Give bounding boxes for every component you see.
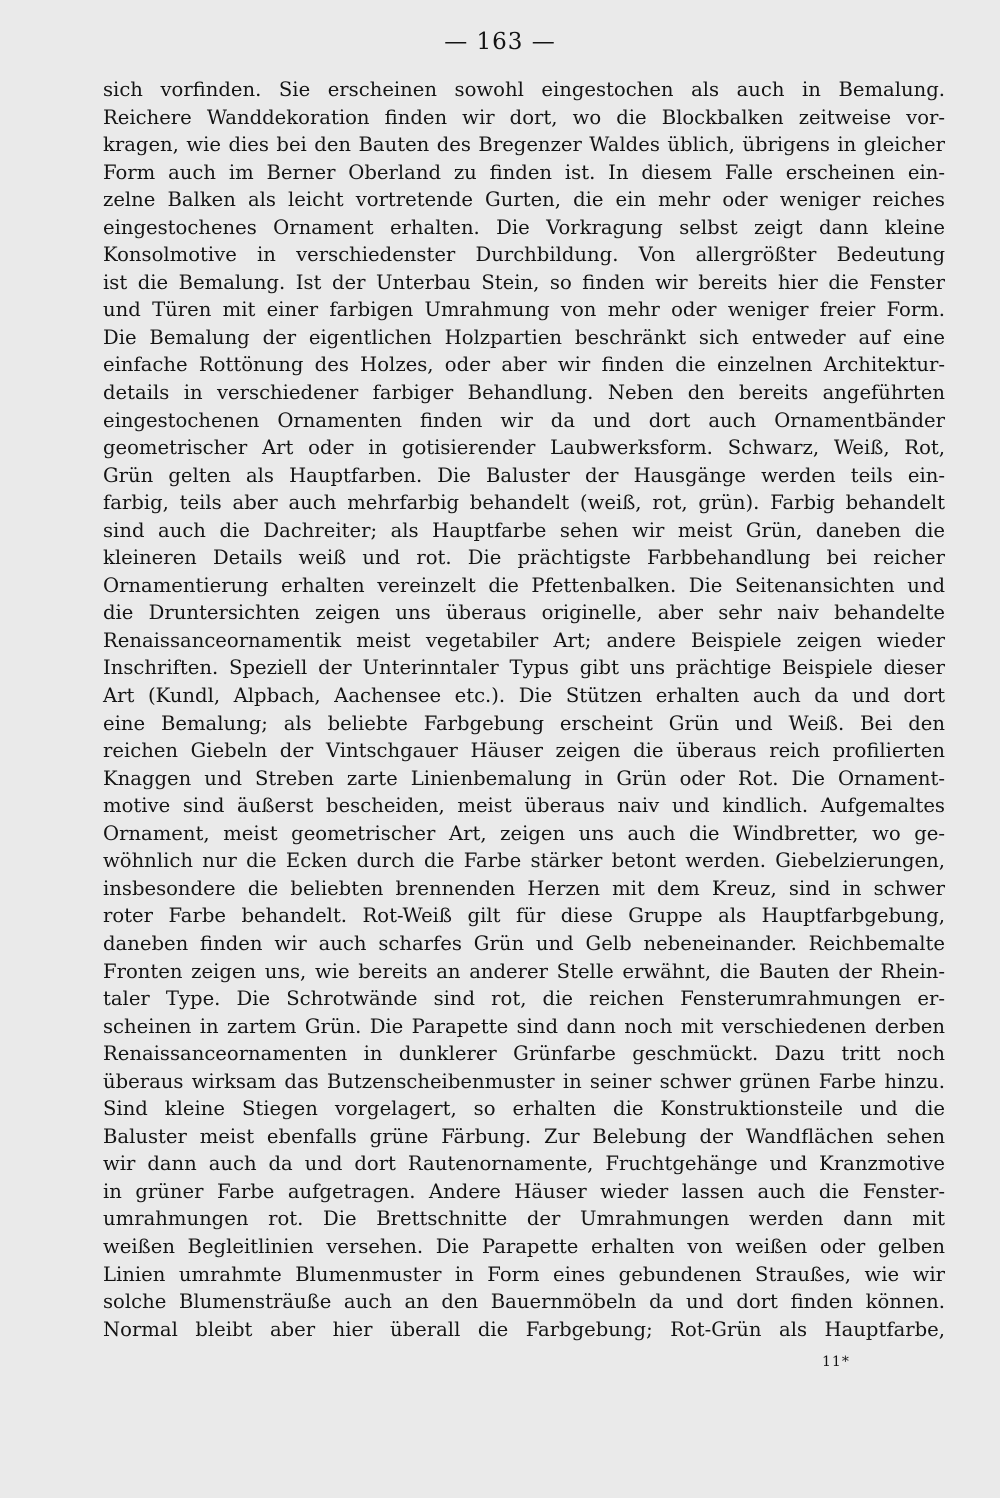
text-line: Die Bemalung der eigentlichen Holzpartien beschränkt sich entweder auf eine: [103, 325, 945, 349]
text-line: ist die Bemalung. Ist der Unterbau Stein, so finden wir bereits hier die Fenster: [103, 270, 945, 294]
text-line: eingestochenes Ornament erhalten. Die Vorkragung selbst zeigt dann kleine: [103, 215, 945, 239]
text-line: farbig, teils aber auch mehrfarbig behandelt (weiß, rot, grün). Farbig behandelt: [103, 491, 945, 515]
text-line: Reichere Wanddekoration finden wir dort, wo die Blockbalken zeitweise vor-: [103, 105, 945, 129]
text-line: Ornament, meist geometrischer Art, zeigen uns auch die Windbretter, wo ge-: [103, 821, 945, 845]
text-line: Ornamentierung erhalten vereinzelt die Pfettenbalken. Die Seitenansichten und: [103, 573, 945, 597]
text-line: und Türen mit einer farbigen Umrahmung von mehr oder weniger freier Form.: [103, 298, 945, 322]
signature-mark: 11*: [822, 1354, 850, 1370]
text-line: details in verschiedener farbiger Behandlung. Neben den bereits angeführten: [103, 381, 945, 405]
text-line: daneben finden wir auch scharfes Grün und Gelb nebeneinander. Reichbemalte: [103, 931, 945, 955]
text-line: scheinen in zartem Grün. Die Parapette sind dann noch mit verschiedenen derben: [103, 1014, 945, 1038]
text-line: Normal bleibt aber hier überall die Farbgebung; Rot-Grün als Hauptfarbe,: [103, 1317, 945, 1341]
text-line: Baluster meist ebenfalls grüne Färbung. Zur Belebung der Wandflächen sehen: [103, 1124, 945, 1148]
text-line: Inschriften. Speziell der Unterinntaler Typus gibt uns prächtige Beispiele dieser: [103, 656, 945, 680]
text-line: eingestochenen Ornamenten finden wir da und dort auch Ornamentbänder: [103, 408, 945, 432]
text-line: Konsolmotive in verschiedenster Durchbildung. Von allergrößter Bedeutung: [103, 243, 945, 267]
text-line: Grün gelten als Hauptfarben. Die Baluster der Hausgänge werden teils ein-: [103, 463, 945, 487]
text-line: eine Bemalung; als beliebte Farbgebung erscheint Grün und Weiß. Bei den: [103, 711, 945, 735]
text-line: Art (Kundl, Alpbach, Aachensee etc.). Die Stützen erhalten auch da und dort: [103, 684, 945, 708]
text-line: Renaissanceornamentik meist vegetabiler Art; andere Beispiele zeigen wieder: [103, 628, 945, 652]
text-line: wöhnlich nur die Ecken durch die Farbe stärker betont werden. Giebelzierungen,: [103, 849, 945, 873]
text-line: Renaissanceornamenten in dunklerer Grünfarbe geschmückt. Dazu tritt noch: [103, 1042, 945, 1066]
text-line: Knaggen und Streben zarte Linienbemalung in Grün oder Rot. Die Ornament-: [103, 766, 945, 790]
text-line: motive sind äußerst bescheiden, meist überaus naiv und kindlich. Aufgemaltes: [103, 794, 945, 818]
text-line: kragen, wie dies bei den Bauten des Bregenzer Waldes üblich, übrigens in gleicher: [103, 133, 945, 157]
body-text: [103, 76, 945, 1343]
text-line: taler Type. Die Schrotwände sind rot, die reichen Fensterumrahmungen er-: [103, 987, 945, 1011]
text-line: insbesondere die beliebten brennenden Herzen mit dem Kreuz, sind in schwer: [103, 876, 945, 900]
text-line: in grüner Farbe aufgetragen. Andere Häuser wieder lassen auch die Fenster-: [103, 1179, 945, 1203]
text-line: kleineren Details weiß und rot. Die prächtigste Farbbehandlung bei reicher: [103, 546, 945, 570]
text-line: zelne Balken als leicht vortretende Gurten, die ein mehr oder weniger reiches: [103, 188, 945, 212]
text-line: die Druntersichten zeigen uns überaus originelle, aber sehr naiv behandelte: [103, 601, 945, 625]
text-line: reichen Giebeln der Vintschgauer Häuser zeigen die überaus reich profilierten: [103, 739, 945, 763]
text-line: wir dann auch da und dort Rautenornamente, Fruchtgehänge und Kranzmotive: [103, 1152, 945, 1176]
text-line: Form auch im Berner Oberland zu finden ist. In diesem Falle erscheinen ein-: [103, 160, 945, 184]
text-line: überaus wirksam das Butzenscheibenmuster in seiner schwer grünen Farbe hinzu.: [103, 1069, 945, 1093]
text-line: einfache Rottönung des Holzes, oder aber wir finden die einzelnen Architektur-: [103, 353, 945, 377]
text-line: sich vorfinden. Sie erscheinen sowohl eingestochen als auch in Bemalung.: [103, 78, 945, 101]
page-number: — 163 —: [444, 29, 556, 55]
text-line: Sind kleine Stiegen vorgelagert, so erhalten die Konstruktionsteile und die: [103, 1097, 945, 1121]
text-line: umrahmungen rot. Die Brettschnitte der Umrahmungen werden dann mit: [103, 1207, 945, 1231]
text-line: Fronten zeigen uns, wie bereits an anderer Stelle erwähnt, die Bauten der Rhein-: [103, 959, 945, 983]
text-line: geometrischer Art oder in gotisierender Laubwerksform. Schwarz, Weiß, Rot,: [103, 436, 945, 460]
text-line: sind auch die Dachreiter; als Hauptfarbe sehen wir meist Grün, daneben die: [103, 518, 945, 542]
text-line: weißen Begleitlinien versehen. Die Parapette erhalten von weißen oder gelben: [103, 1234, 945, 1258]
text-line: Linien umrahmte Blumenmuster in Form eines gebundenen Straußes, wie wir: [103, 1262, 945, 1286]
text-line: solche Blumensträuße auch an den Bauernmöbeln da und dort finden können.: [103, 1290, 945, 1314]
text-line: roter Farbe behandelt. Rot-Weiß gilt für diese Gruppe als Hauptfarbgebung,: [103, 904, 945, 928]
